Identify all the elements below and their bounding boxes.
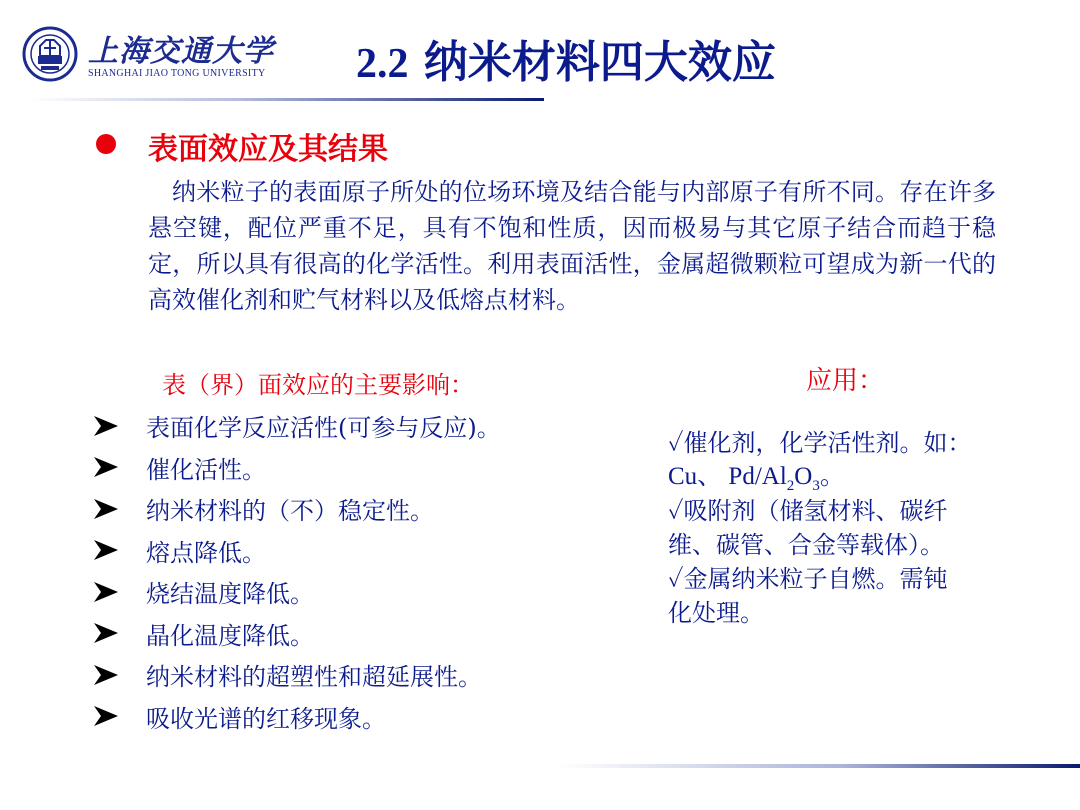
university-seal-icon [22, 26, 78, 82]
arrowhead-bullet-icon [92, 498, 120, 520]
arrowhead-bullet-icon [92, 581, 120, 603]
arrowhead-bullet-icon [92, 705, 120, 727]
application-line: ✓催化剂，化学活性剂。如： [668, 429, 972, 457]
university-name-cn: 上海交通大学 [88, 34, 274, 69]
slide-title [356, 26, 776, 90]
application-line: 化处理。 [668, 599, 764, 627]
title-text: 纳米材料四大效应 [423, 37, 776, 88]
effects-heading: 表（界）面效应的主要影响： [162, 371, 474, 399]
list-item [92, 696, 501, 738]
effect-text: 晶化温度降低。 [146, 621, 314, 650]
university-logo [20, 24, 274, 86]
list-item [92, 654, 501, 696]
university-name-en: SHANGHAI JIAO TONG UNIVERSITY [88, 68, 266, 79]
effect-text: 吸收光谱的红移现象。 [146, 704, 386, 733]
chemical-formula: Cu、 $Pd/Al_2O_3$。 [668, 463, 845, 494]
arrowhead-bullet-icon [92, 622, 120, 644]
application-line: ✓吸附剂（储氢材料、碳纤 [668, 497, 948, 525]
effect-text: 纳米材料的超塑性和超延展性。 [146, 663, 482, 692]
header-divider [30, 98, 544, 101]
list-item [92, 488, 501, 530]
effect-text: 表面化学反应活性(可参与反应)。 [146, 414, 501, 443]
application-line: 维、碳管、合金等载体）。 [668, 531, 944, 559]
list-item [92, 405, 501, 447]
applications-heading: 应用： [806, 366, 885, 396]
arrowhead-bullet-icon [92, 539, 120, 561]
effect-text: 催化活性。 [146, 455, 266, 484]
list-item [92, 571, 501, 613]
arrowhead-bullet-icon [92, 415, 120, 437]
list-item [92, 447, 501, 489]
arrowhead-bullet-icon [92, 664, 120, 686]
list-item [92, 613, 501, 655]
application-line: ✓金属纳米粒子自燃。需钝 [668, 565, 948, 593]
section-heading: 表面效应及其结果 [148, 132, 388, 167]
footer-divider [560, 764, 1080, 768]
effect-text: 纳米材料的（不）稳定性。 [146, 497, 434, 526]
arrowhead-bullet-icon [92, 456, 120, 478]
list-item [92, 530, 501, 572]
effects-list [92, 405, 501, 737]
effect-text: 熔点降低。 [146, 538, 266, 567]
bullet-dot-icon [96, 134, 116, 154]
effect-text: 烧结温度降低。 [146, 580, 314, 609]
section-paragraph: 纳米粒子的表面原子所处的位场环境及结合能与内部原子有所不同。存在许多悬空键，配位严重不足，具有不饱和性质，因而极易与其它原子结合而趋于稳定，所以具有很高的化学活性。利用表面活性，金属超微颗粒可望成为新一代的高效催化剂和贮气材料以及低熔点材料。 [148, 178, 996, 314]
applications-block [668, 426, 1036, 630]
title-number: 2.2 [356, 41, 409, 87]
